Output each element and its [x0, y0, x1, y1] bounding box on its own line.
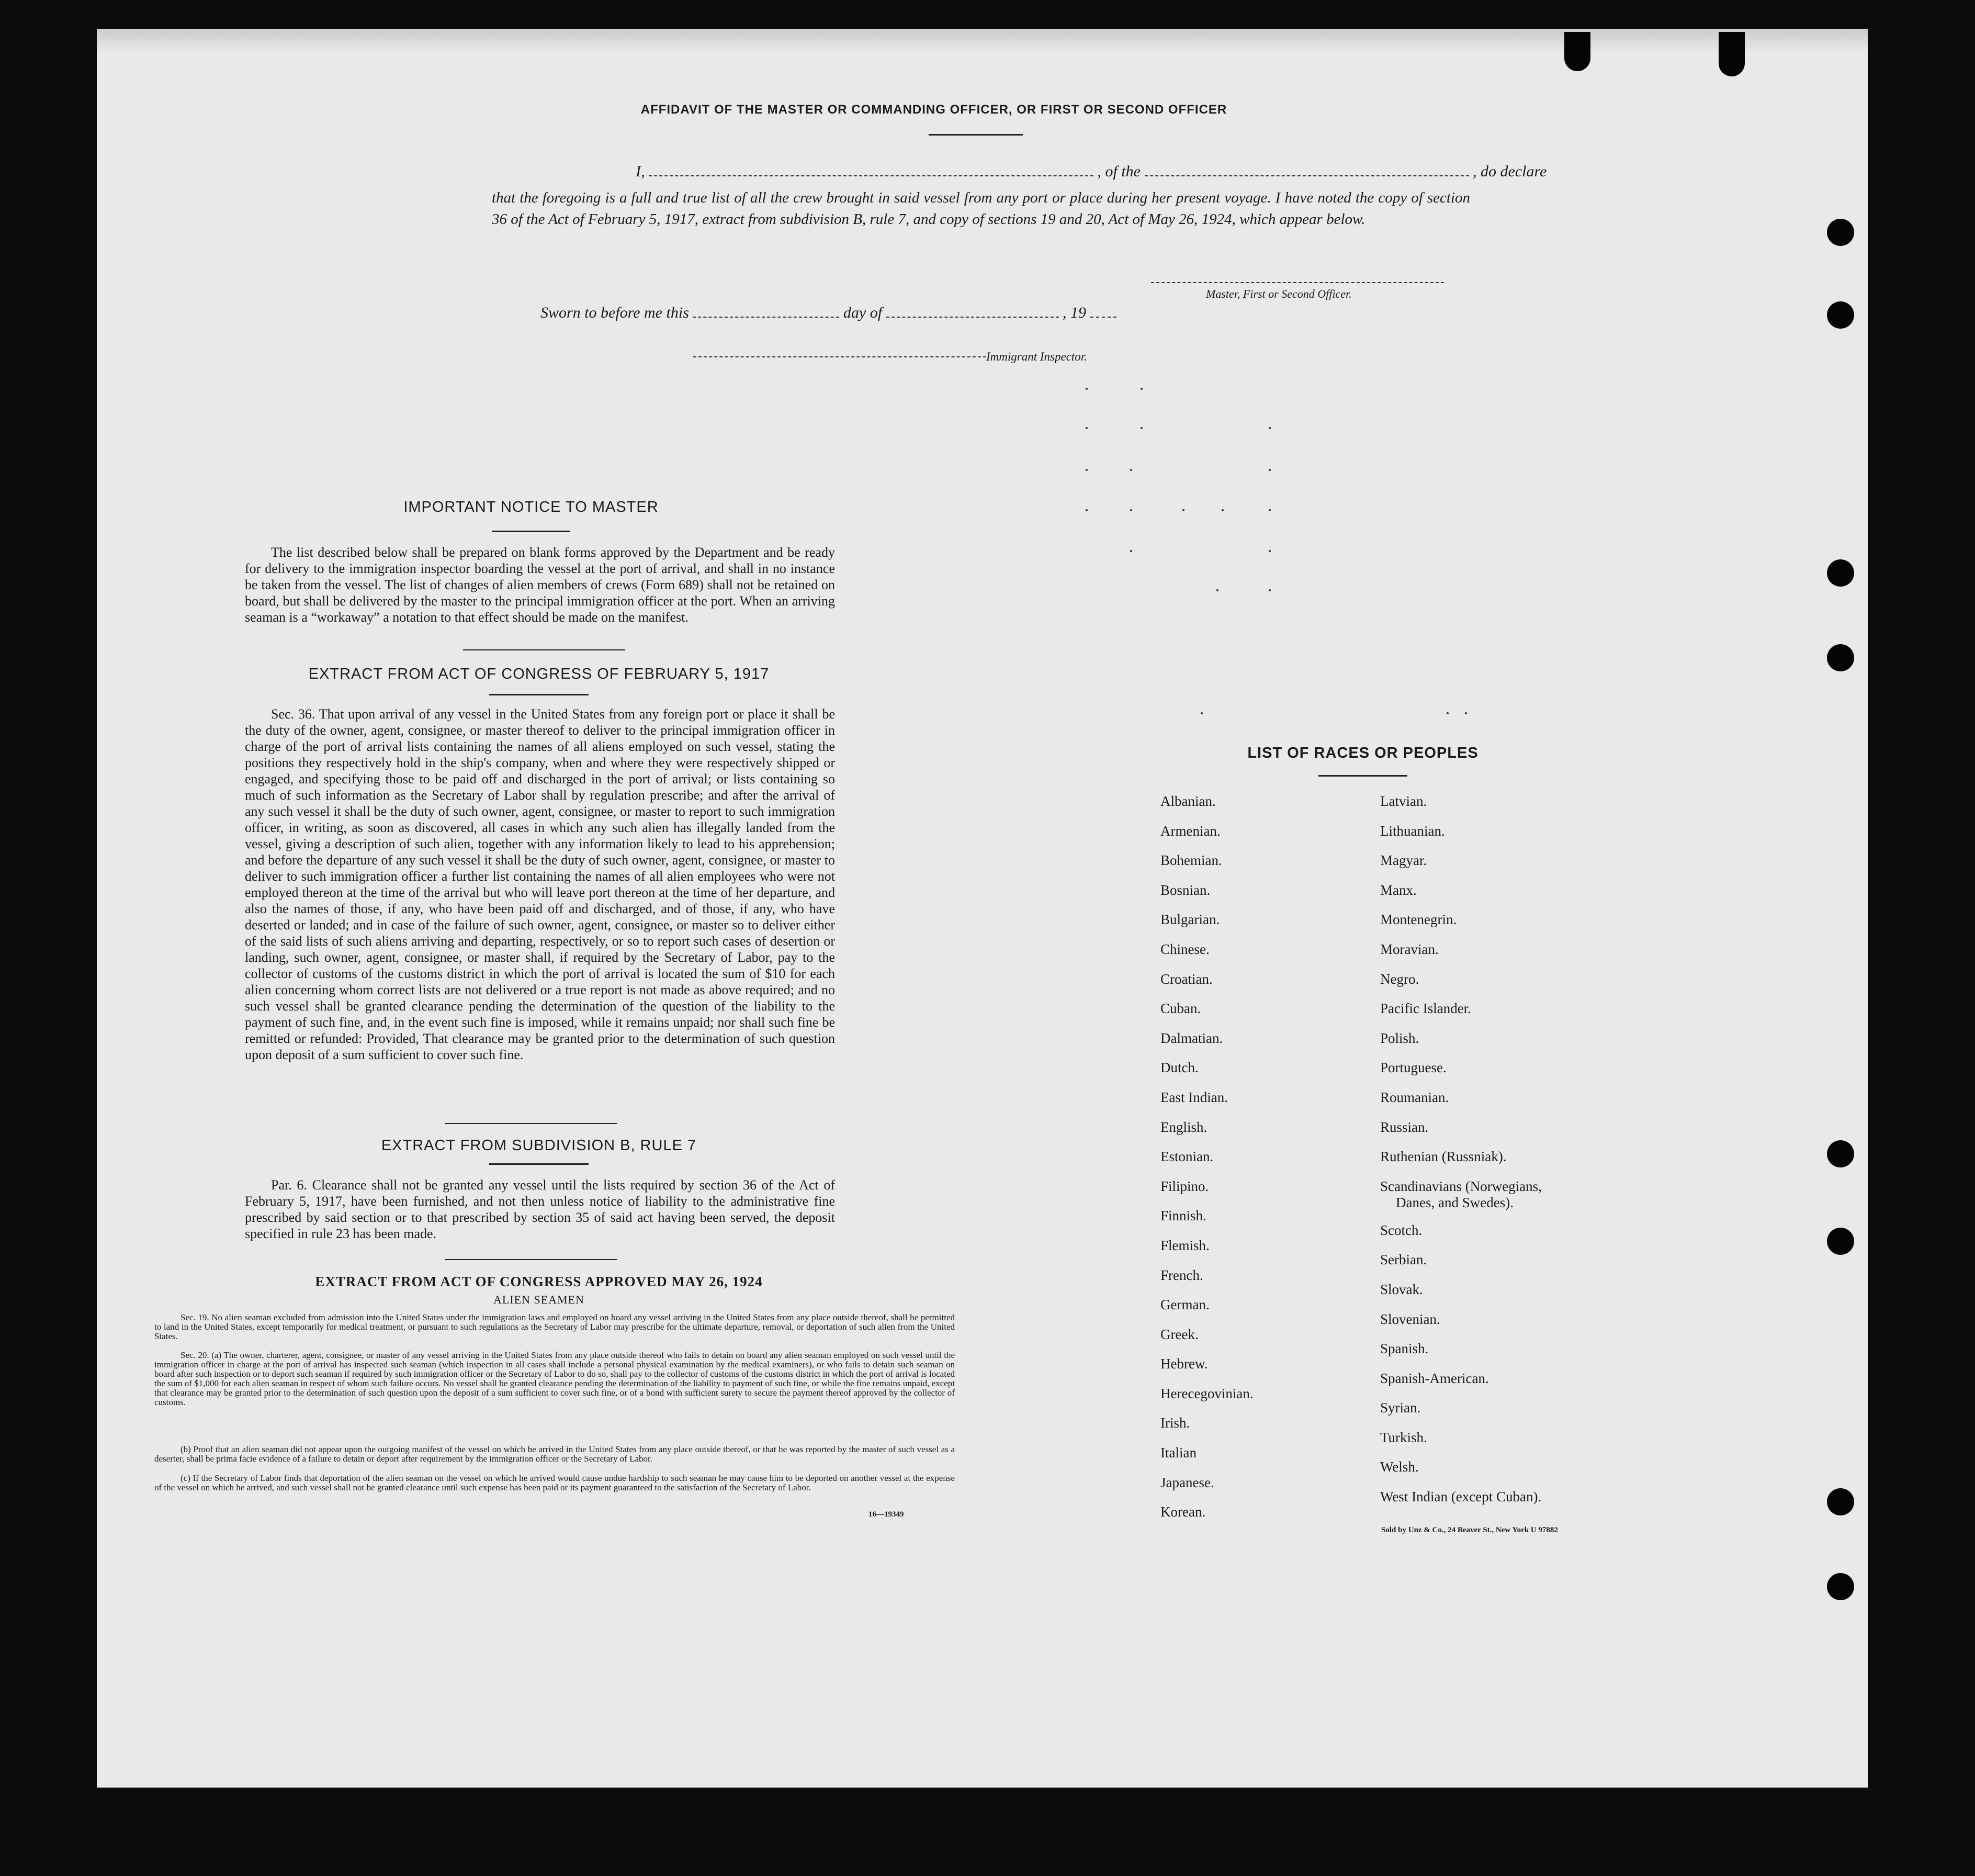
- document-page: [97, 29, 1868, 1788]
- race-item: Roumanian.: [1380, 1089, 1449, 1105]
- race-item: Polish.: [1380, 1030, 1419, 1046]
- race-item: Greek.: [1160, 1326, 1199, 1342]
- race-item: East Indian.: [1160, 1089, 1228, 1105]
- binding-tab: [1719, 32, 1745, 76]
- act-1917-text: Sec. 36. That upon arrival of any vessel in the United States from any foreign port or place it shall be the duty of the owner, agent, consignee, or master thereof to deliver to the principal immigration officer in charge of the port of arrival lists containing the names of all aliens employed on such vessel, stating the positions they respectively hold in the ship's company, when and where they were respectively shipped or engaged, and specifying those to be paid off and discharged in the port of arrival; or lists containing so much of such information as the Secretary of Labor shall by regulation prescribe; and after the arrival of any such vessel it shall be the duty of such owner, agent, consignee, or master to report to such immigration officer, in writing, as soon as discovered, all cases in which any such alien has illegally landed from the vessel, giving a description of such alien, together with any information likely to lead to his apprehension; and before the departure of any such vessel it shall be the duty of such owner, agent, consignee, or master to deliver to such immigration officer a further list containing the names of all alien employees who were not employed thereon at the time of the arrival but who will leave port thereon at the time of her departure, and also the names of those, if any, who have been paid off and discharged, and of those, if any, who have deserted or landed; and in case of the failure of such owner, agent, consignee, or master so to deliver either of the said lists of such aliens arriving and departing, respectively, or so to report such cases of desertion or landing, such owner, agent, consignee, or master shall, if required by the Secretary of Labor, pay to the collector of customs of the customs district in which the port of arrival is located the sum of $10 for each alien concerning whom correct lists are not delivered or a true report is not made as above required; and no such vessel shall be granted clearance pending the determination of the question of the liability to the payment of such fine, and, in the event such fine is imposed, while it remains unpaid; nor shall such fine be remitted or refunded: Provided, That clearance may be granted prior to the determination of such question upon deposit of a sum sufficient to cover such fine.: [245, 706, 835, 1062]
- officer-signature-field[interactable]: [1151, 282, 1444, 283]
- race-item: Turkish.: [1380, 1429, 1427, 1445]
- notice-text: The list described below shall be prepared on blank forms approved by the Department and be ready for delivery to the immigration inspector boarding the vessel at the port of arrival, and shall in no instance be taken from the vessel. The list of changes of alien members of crews (Form 689) shall not be retained on board, but shall be delivered by the master to the principal immigration officer at the port. When an arriving seaman is a “workaway” a notation to that effect should be made on the manifest.: [245, 545, 835, 625]
- declarant-name-field[interactable]: [649, 175, 1093, 176]
- binding-tab: [1564, 32, 1590, 71]
- act-1917-title: EXTRACT FROM ACT OF CONGRESS OF FEBRUARY 5, 1917: [308, 666, 770, 682]
- race-item: Pacific Islander.: [1380, 1001, 1471, 1017]
- race-item: Dalmatian.: [1160, 1030, 1223, 1046]
- punch-hole: [1827, 644, 1854, 671]
- race-item: Latvian.: [1380, 793, 1427, 809]
- rule7-text: Par. 6. Clearance shall not be granted any vessel until the lists required by section 36 of the Act of February 5, 1917, have been furnished, and not then unless notice of liability to the administrative fine prescribed by said section or to that prescribed by section 35 of said act having been served, the deposit specified in rule 23 has been made.: [245, 1177, 835, 1241]
- punch-hole: [1827, 1573, 1854, 1600]
- race-item: Portuguese.: [1380, 1060, 1447, 1076]
- act-1924-title: EXTRACT FROM ACT OF CONGRESS APPROVED MAY 26, 1924: [315, 1274, 763, 1289]
- race-item: Slovak.: [1380, 1281, 1423, 1297]
- race-item: Serbian.: [1380, 1252, 1427, 1268]
- sworn-year-field[interactable]: [1090, 317, 1116, 318]
- race-item: Montenegrin.: [1380, 912, 1457, 928]
- races-left-column: [1160, 793, 1254, 1534]
- race-item: Cuban.: [1160, 1001, 1201, 1017]
- race-item: West Indian (except Cuban).: [1380, 1489, 1542, 1505]
- race-item: Manx.: [1380, 882, 1417, 898]
- race-item: Magyar.: [1380, 852, 1427, 869]
- divider: [445, 1123, 617, 1124]
- race-item: Moravian.: [1380, 941, 1439, 957]
- race-item: Welsh.: [1380, 1459, 1419, 1475]
- sworn-line: [540, 304, 1116, 322]
- punch-hole: [1827, 1228, 1854, 1255]
- act-1924-sec20b: (b) Proof that an alien seaman did not appear upon the outgoing manifest of the vessel on which he arrived in the United States from any place outside thereof, or that he was reported by the master of such vessel as a deserter, shall be prima facie evidence of a failure to detain or deport after requirement by the immigration officer or the Secretary of Labor.: [154, 1444, 955, 1464]
- race-item: Herecegovinian.: [1160, 1385, 1254, 1401]
- divider: [445, 1259, 617, 1260]
- punch-hole: [1827, 1140, 1854, 1167]
- race-item: Finnish.: [1160, 1208, 1206, 1224]
- divider: [489, 1163, 589, 1165]
- race-item: Flemish.: [1160, 1237, 1210, 1253]
- affidavit-body: that the foregoing is a full and true list of all the crew brought in said vessel from any port or place during her present voyage. I have noted the copy of section 36 of the Act of February 5, 1917, extract from subdivision B, rule 7, and copy of sections 19 and 20, Act of May 26, 1924, which appear below.: [492, 189, 1470, 228]
- race-item-line: Scandinavians (Norwegians,: [1380, 1178, 1542, 1194]
- punch-hole: [1827, 219, 1854, 246]
- race-item: Ruthenian (Russniak).: [1380, 1149, 1507, 1165]
- publisher-imprint: Sold by Unz & Co., 24 Beaver St., New York U 97882: [1381, 1526, 1558, 1534]
- inspector-caption: Immigrant Inspector.: [986, 350, 1087, 363]
- race-item: German.: [1160, 1297, 1210, 1313]
- race-item: Scotch.: [1380, 1222, 1423, 1238]
- divider: [463, 649, 625, 650]
- punch-hole: [1827, 559, 1854, 587]
- sworn-label: Sworn to before me this: [540, 304, 689, 321]
- divider: [1318, 775, 1407, 777]
- act-1924-subtitle: ALIEN SEAMEN: [493, 1293, 584, 1306]
- act-1924-sec20a: Sec. 20. (a) The owner, charterer, agent, consignee, or master of any vessel arriving in the United States from any place outside thereof who fails to detain on board any alien seaman employed on such vessel until the immigration officer in charge at the port of arrival has inspected such seaman (which inspection in all cases shall include a personal physical examination by the medical examiners), or who fails to detain such seaman on board after such inspection or to deport such seaman if required by such immigration officer or the Secretary of Labor to do so, shall pay to the collector of customs of the customs district in which the port of arrival is located the sum of $1,000 for each alien seaman in respect of whom such failure occurs. No vessel shall be granted clearance pending the determination of the liability to payment of such fine, or while the fine remains unpaid, except that clearance may be granted prior to the determination of such question upon the deposit of a sum sufficient to cover such fine, or of a bond with sufficient surety to secure the payment thereof approved by the collector of customs.: [154, 1350, 955, 1407]
- race-item: Italian: [1160, 1445, 1197, 1461]
- race-item: Bosnian.: [1160, 882, 1211, 898]
- year-label: , 19: [1063, 304, 1087, 321]
- rule7-title: EXTRACT FROM SUBDIVISION B, RULE 7: [381, 1137, 697, 1154]
- vessel-label: , of the: [1097, 163, 1141, 180]
- race-item-line: Danes, and Swedes).: [1396, 1194, 1514, 1210]
- affidavit-title: AFFIDAVIT OF THE MASTER OR COMMANDING OFFICER, OR FIRST OR SECOND OFFICER: [640, 103, 1227, 117]
- race-item: Spanish-American.: [1380, 1370, 1489, 1386]
- races-title: LIST OF RACES OR PEOPLES: [1247, 745, 1479, 761]
- divider: [492, 531, 570, 532]
- race-item: Croatian.: [1160, 971, 1213, 987]
- race-item: Slovenian.: [1380, 1311, 1440, 1327]
- notice-title: IMPORTANT NOTICE TO MASTER: [403, 499, 659, 515]
- race-item: Spanish.: [1380, 1341, 1429, 1357]
- vessel-name-field[interactable]: [1145, 175, 1469, 176]
- divider: [489, 694, 589, 695]
- race-item: Irish.: [1160, 1415, 1190, 1431]
- race-item: Estonian.: [1160, 1149, 1214, 1165]
- affidavit-declaration-line: [541, 163, 1567, 181]
- sworn-day-field[interactable]: [693, 317, 839, 318]
- race-item: Filipino.: [1160, 1178, 1209, 1194]
- race-item: Negro.: [1380, 971, 1419, 987]
- race-item: Armenian.: [1160, 823, 1221, 839]
- race-item: Bohemian.: [1160, 852, 1222, 869]
- declare-label: , do declare: [1473, 163, 1547, 180]
- declarant-label: I,: [636, 163, 645, 180]
- race-item: Bulgarian.: [1160, 912, 1220, 928]
- race-item: Dutch.: [1160, 1060, 1199, 1076]
- race-item: Syrian.: [1380, 1400, 1421, 1416]
- race-item: Lithuanian.: [1380, 823, 1445, 839]
- act-1924-sec19: Sec. 19. No alien seaman excluded from admission into the United States under the immigration laws and employed on board any vessel arriving in the United States from any place outside thereof, shall be permitted to land in the United States, except temporarily for medical treatment, or pursuant to such regulations as the Secretary of Labor may prescribe for the ultimate departure, removal, or deportation of such alien from the United States.: [154, 1312, 955, 1341]
- race-item: Russian.: [1380, 1119, 1429, 1135]
- race-item: Albanian.: [1160, 793, 1216, 809]
- sworn-month-field[interactable]: [886, 317, 1059, 318]
- act-1924-sec20c: (c) If the Secretary of Labor finds that deportation of the alien seaman on the vessel on which he arrived would cause undue hardship to such seaman he may cause him to be deported on another vessel at the expense of the vessel on which he arrived, and such vessel shall not be granted clearance until such expense has been paid or its payment guaranteed to the satisfaction of the Secretary of Labor.: [154, 1473, 955, 1492]
- inspector-signature-field[interactable]: [693, 356, 986, 357]
- punch-hole: [1827, 1488, 1854, 1515]
- divider: [929, 134, 1023, 136]
- day-of-label: day of: [843, 304, 883, 321]
- form-number: 16—19349: [868, 1510, 904, 1519]
- race-item: Japanese.: [1160, 1474, 1214, 1490]
- race-item: Hebrew.: [1160, 1356, 1208, 1372]
- race-item: English.: [1160, 1119, 1207, 1135]
- punch-hole: [1827, 301, 1854, 329]
- race-item: Chinese.: [1160, 941, 1210, 957]
- race-item: [1380, 1178, 1542, 1211]
- officer-caption: Master, First or Second Officer.: [1206, 287, 1352, 300]
- races-right-column: [1380, 793, 1542, 1519]
- race-item: French.: [1160, 1267, 1203, 1283]
- race-item: Korean.: [1160, 1504, 1206, 1520]
